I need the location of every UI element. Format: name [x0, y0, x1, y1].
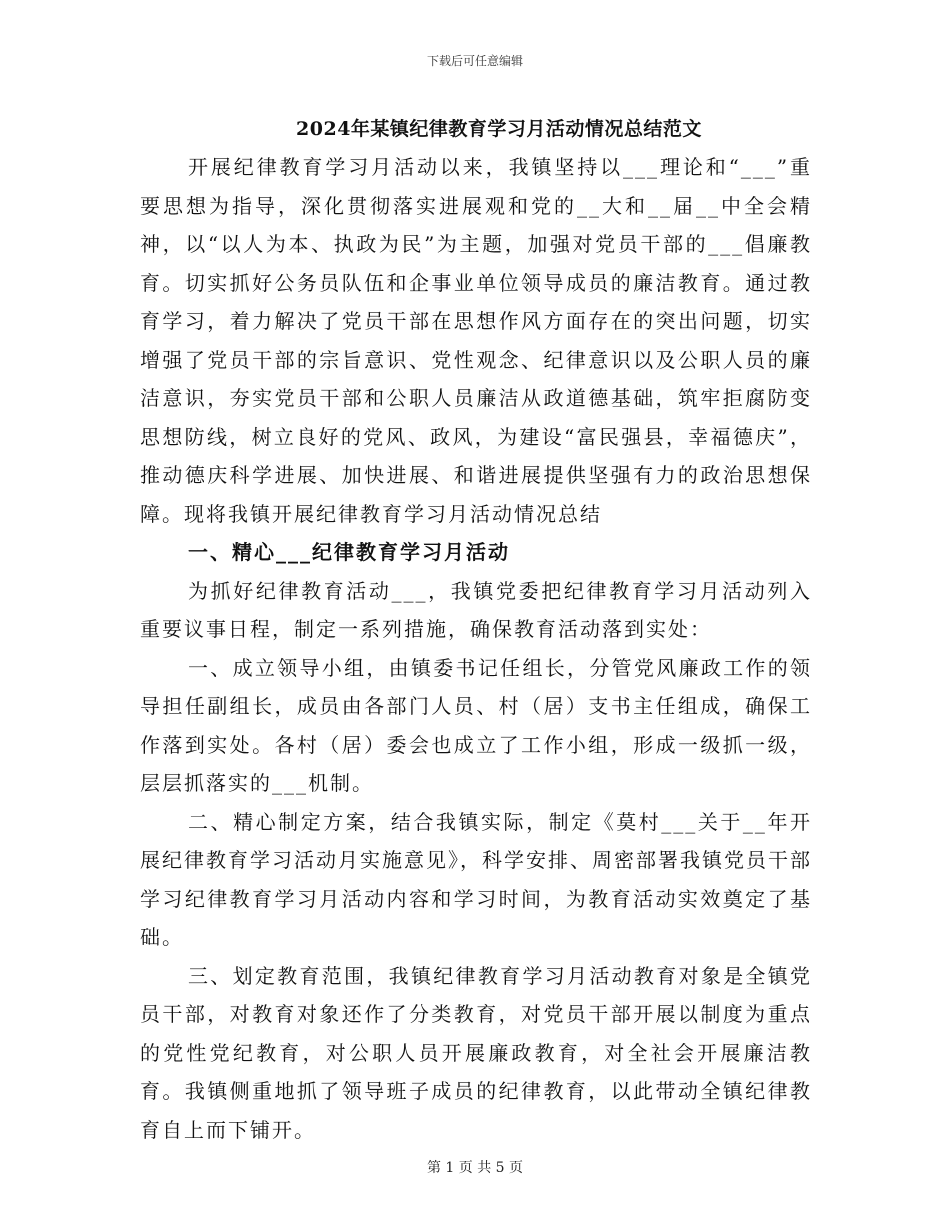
body-paragraph: 二、精心制定方案，结合我镇实际，制定《莫村___关于__年开展纪律教育学习活动月实施意见》，科学安排、周密部署我镇党员干部学习纪律教育学习月活动内容和学习时间，为教育活动实效奠定了基础。: [140, 809, 812, 949]
body-paragraph: 一、成立领导小组，由镇委书记任组长，分管党风廉政工作的领导担任副组长，成员由各部门人员、村（居）支书主任组成，确保工作落到实处。各村（居）委会也成立了工作小组，形成一级抓一级，层层抓落实的___机制。: [140, 655, 812, 795]
document-body: [140, 148, 812, 1149]
document-title: 2024年某镇纪律教育学习月活动情况总结范文: [296, 118, 702, 140]
page-number-footer: 第 1 页 共 5 页: [426, 1160, 524, 1176]
header-note: 下载后可任意编辑: [426, 54, 523, 68]
section-heading: 一、精心___纪律教育学习月活动: [188, 540, 510, 564]
body-paragraph: 三、划定教育范围，我镇纪律教育学习月活动教育对象是全镇党员干部，对教育对象还作了分类教育，对党员干部开展以制度为重点的党性党纪教育，对公职人员开展廉政教育，对全社会开展廉洁教育。我镇侧重地抓了领导班子成员的纪律教育，以此带动全镇纪律教育自上而下铺开。: [140, 963, 812, 1142]
intro-paragraph: 开展纪律教育学习月活动以来，我镇坚持以___理论和“___”重要思想为指导，深化贯彻落实进展观和党的__大和__届__中全会精神，以“以人为本、执政为民”为主题，加强对党员干部的___倡廉教育。切实抓好公务员队伍和企事业单位领导成员的廉洁教育。通过教育学习，着力解决了党员干部在思想作风方面存在的突出问题，切实增强了党员干部的宗旨意识、党性观念、纪律意识以及公职人员的廉洁意识，夯实党员干部和公职人员廉洁从政道德基础，筑牢拒腐防变思想防线，树立良好的党风、政风，为建设“富民强县，幸福德庆”，推动德庆科学进展、加快进展、和谐进展提供坚强有力的政治思想保障。现将我镇开展纪律教育学习月活动情况总结: [140, 155, 812, 526]
body-paragraph: 为抓好纪律教育活动___，我镇党委把纪律教育学习月活动列入重要议事日程，制定一系列措施，确保教育活动落到实处：: [140, 578, 812, 641]
